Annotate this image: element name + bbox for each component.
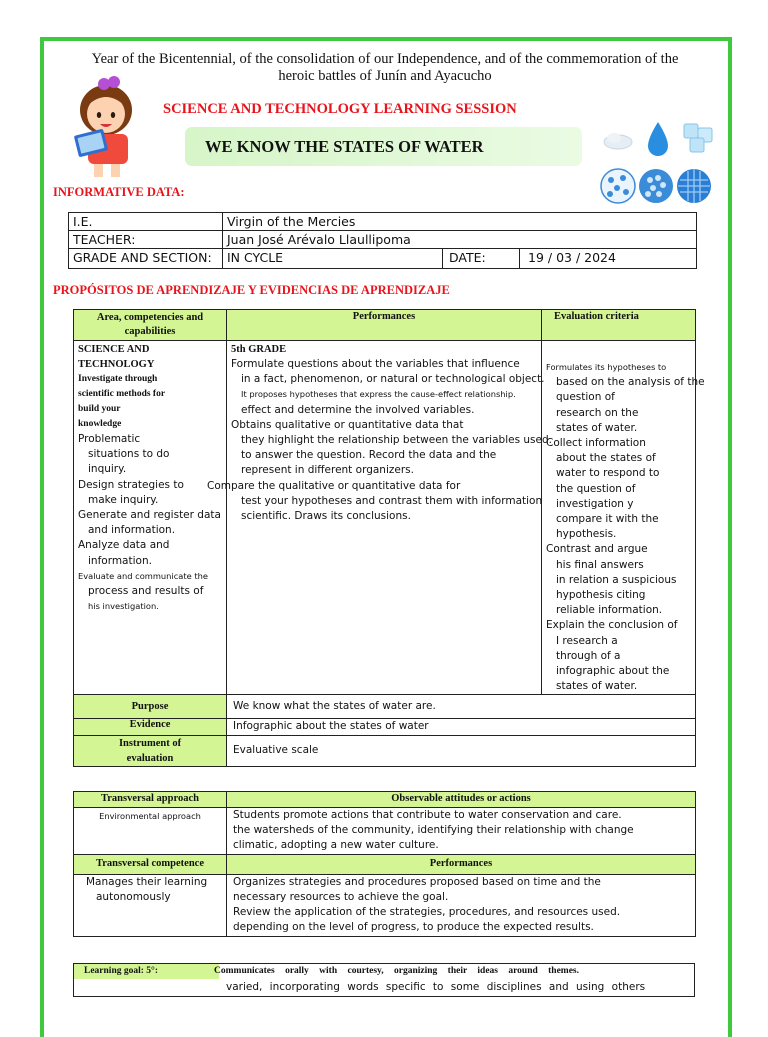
transversal-performances-header: Performances bbox=[227, 854, 696, 874]
grade-value: IN CYCLE bbox=[223, 249, 443, 269]
grade-label: GRADE AND SECTION: bbox=[69, 249, 223, 269]
performance-1-line-3: It proposes hypotheses that express the cause-effect relationship. bbox=[241, 389, 516, 400]
learning-goal-box bbox=[73, 963, 695, 997]
capability-1-line-3: inquiry. bbox=[88, 463, 127, 476]
grade-heading: 5th GRADE bbox=[231, 344, 287, 355]
performances-cell bbox=[207, 341, 552, 695]
liquid-particles-icon bbox=[639, 169, 673, 203]
criterion-1-line-2: based on the analysis of the bbox=[556, 376, 705, 389]
criterion-2-line-3: water to respond to bbox=[556, 467, 660, 480]
competence-line-4: knowledge bbox=[78, 419, 122, 429]
performance-2: Obtains qualitative or quantitative data that bbox=[231, 418, 464, 431]
transversal-performance-line-3: Review the application of the strategies, procedures, and resources used. bbox=[233, 906, 621, 919]
water-states-icon bbox=[598, 118, 722, 210]
capability-4: Analyze data and bbox=[78, 539, 170, 552]
transversal-performance-line-1: Organizes strategies and procedures proposed based on time and the bbox=[233, 875, 601, 888]
criterion-1-line-3: question of bbox=[556, 391, 615, 404]
competence-line-2: scientific methods for bbox=[78, 389, 166, 399]
evidence-value: Infographic about the states of water bbox=[227, 719, 696, 735]
purpose-value: We know what the states of water are. bbox=[227, 695, 696, 719]
instrument-label-line-1: Instrument of bbox=[118, 737, 182, 749]
capability-2-line-2: make inquiry. bbox=[88, 493, 159, 506]
criteria-cell bbox=[542, 341, 705, 695]
performance-1-line-4: effect and determine the involved variables. bbox=[241, 403, 475, 416]
performance-2-line-4: represent in different organizers. bbox=[241, 464, 414, 477]
criterion-2-line-2: about the states of bbox=[556, 452, 656, 465]
ie-label: I.E. bbox=[69, 213, 223, 231]
environmental-approach: Environmental approach bbox=[74, 808, 227, 855]
cloud-icon bbox=[604, 133, 632, 149]
ice-cubes-icon bbox=[684, 124, 712, 152]
criterion-4-line-3: through of a bbox=[556, 649, 621, 662]
learning-goal-line-1: Communicates orally with courtesy, organizing their ideas around themes. bbox=[214, 966, 579, 976]
col-criteria-header: Evaluation criteria bbox=[542, 310, 696, 341]
solid-particles-icon bbox=[677, 169, 711, 203]
topic-title: WE KNOW THE STATES OF WATER bbox=[205, 137, 484, 156]
col-area-header: Area, competencies and capabilities bbox=[74, 310, 227, 341]
criterion-4-line-2: I research a bbox=[556, 634, 618, 647]
instrument-label bbox=[74, 735, 227, 766]
criterion-3-line-2: his final answers bbox=[556, 558, 644, 571]
capability-1: Problematic bbox=[78, 433, 141, 445]
teacher-label: TEACHER: bbox=[69, 231, 223, 249]
competence-line-1: Investigate through bbox=[78, 374, 158, 384]
performance-1: Formulate questions about the variables that influence bbox=[231, 358, 520, 370]
competence-line-2: autonomously bbox=[96, 890, 171, 903]
attitude-line-3: climatic, adopting a new water culture. bbox=[233, 839, 439, 852]
attitude-line-1: Students promote actions that contribute to water conservation and care. bbox=[233, 809, 622, 821]
capability-4-line-2: information. bbox=[88, 554, 152, 567]
teacher-value: Juan José Arévalo Llaullipoma bbox=[223, 231, 697, 249]
transversal-performances-cell bbox=[227, 874, 696, 936]
competence-line-1: Manages their learning bbox=[86, 875, 208, 888]
criterion-4-line-5: states of water. bbox=[556, 680, 638, 693]
criterion-2-line-5: investigation y bbox=[556, 497, 634, 510]
header-line-1: Year of the Bicentennial, of the consolidation of our Independence, and of the commemoration of the bbox=[91, 51, 679, 67]
session-title: SCIENCE AND TECHNOLOGY LEARNING SESSION bbox=[163, 101, 517, 117]
performance-3-line-3: scientific. Draws its conclusions. bbox=[241, 510, 411, 523]
criterion-3-line-3: in relation a suspicious bbox=[556, 573, 677, 586]
gas-particles-icon bbox=[601, 169, 635, 203]
capability-3-line-2: and information. bbox=[88, 524, 176, 537]
area-competencies-cell bbox=[74, 341, 227, 695]
criterion-4-line-4: infographic about the bbox=[556, 665, 670, 678]
capability-3: Generate and register data bbox=[78, 509, 221, 522]
water-drop-icon bbox=[648, 122, 668, 156]
criterion-2-line-7: hypothesis. bbox=[556, 528, 617, 541]
instrument-value: Evaluative scale bbox=[227, 735, 696, 766]
capability-5-line-2: process and results of bbox=[88, 585, 204, 598]
learning-goal-label: Learning goal: 5°: bbox=[84, 966, 158, 976]
transversal-performance-line-2: necessary resources to achieve the goal. bbox=[233, 890, 449, 903]
transversal-approach-header: Transversal approach bbox=[74, 792, 227, 808]
col-performances-header: Performances bbox=[227, 310, 542, 341]
criterion-3-line-5: reliable information. bbox=[556, 604, 663, 617]
area-name-2: TECHNOLOGY bbox=[78, 359, 155, 370]
capability-5-line-3: his investigation. bbox=[88, 601, 159, 612]
criterion-2: Collect information bbox=[546, 437, 646, 450]
informative-data-table bbox=[68, 212, 697, 269]
transversal-performance-line-4: depending on the level of progress, to produce the expected results. bbox=[233, 921, 594, 934]
capability-5: Evaluate and communicate the bbox=[78, 570, 209, 581]
purposes-table bbox=[73, 309, 705, 767]
criterion-2-line-6: compare it with the bbox=[556, 513, 659, 526]
transversal-competence-header: Transversal competence bbox=[74, 854, 227, 874]
observable-attitudes-header: Observable attitudes or actions bbox=[227, 792, 696, 808]
performance-2-line-3: to answer the question. Record the data and the bbox=[241, 449, 497, 462]
criterion-2-line-4: the question of bbox=[556, 482, 636, 495]
criterion-1-line-5: states of water. bbox=[556, 421, 638, 434]
learning-goal-line-2: varied, incorporating words specific to some disciplines and using others bbox=[226, 981, 646, 993]
header-line-2: heroic battles of Junín and Ayacucho bbox=[278, 68, 492, 84]
performance-2-line-2: they highlight the relationship between the variables used. bbox=[241, 434, 552, 447]
performance-1-line-2: in a fact, phenomenon, or natural or technological object. bbox=[241, 373, 545, 386]
instrument-label-line-2: evaluation bbox=[126, 752, 174, 764]
evidence-label: Evidence bbox=[74, 719, 227, 735]
capability-1-line-2: situations to do bbox=[88, 448, 170, 461]
date-label: DATE: bbox=[443, 249, 520, 269]
criterion-4: Explain the conclusion of bbox=[546, 619, 678, 632]
transversal-table bbox=[73, 791, 696, 937]
informative-data-title: INFORMATIVE DATA: bbox=[53, 185, 185, 199]
competence-cell bbox=[74, 874, 227, 936]
attitude-line-2: the watersheds of the community, identifying their relationship with change bbox=[233, 824, 634, 837]
purposes-title: PROPÓSITOS DE APRENDIZAJE Y EVIDENCIAS DE APRENDIZAJE bbox=[53, 283, 450, 297]
capability-2: Design strategies to bbox=[78, 478, 184, 491]
criterion-3: Contrast and argue bbox=[546, 543, 648, 556]
criterion-1: Formulates its hypotheses to bbox=[546, 362, 667, 372]
area-name: SCIENCE AND bbox=[78, 344, 150, 355]
girl-reading-illustration bbox=[58, 74, 163, 179]
attitudes-cell bbox=[227, 808, 696, 855]
criterion-3-line-4: hypothesis citing bbox=[556, 589, 646, 602]
purpose-label: Purpose bbox=[74, 695, 227, 719]
performance-3-line-2: test your hypotheses and contrast them with information bbox=[241, 494, 543, 507]
competence-line-3: build your bbox=[78, 404, 121, 414]
date-value: 19 / 03 / 2024 bbox=[520, 249, 697, 269]
criterion-1-line-4: research on the bbox=[556, 406, 639, 419]
performance-3: Compare the qualitative or quantitative data for bbox=[207, 479, 461, 492]
ie-value: Virgin of the Mercies bbox=[223, 213, 697, 231]
